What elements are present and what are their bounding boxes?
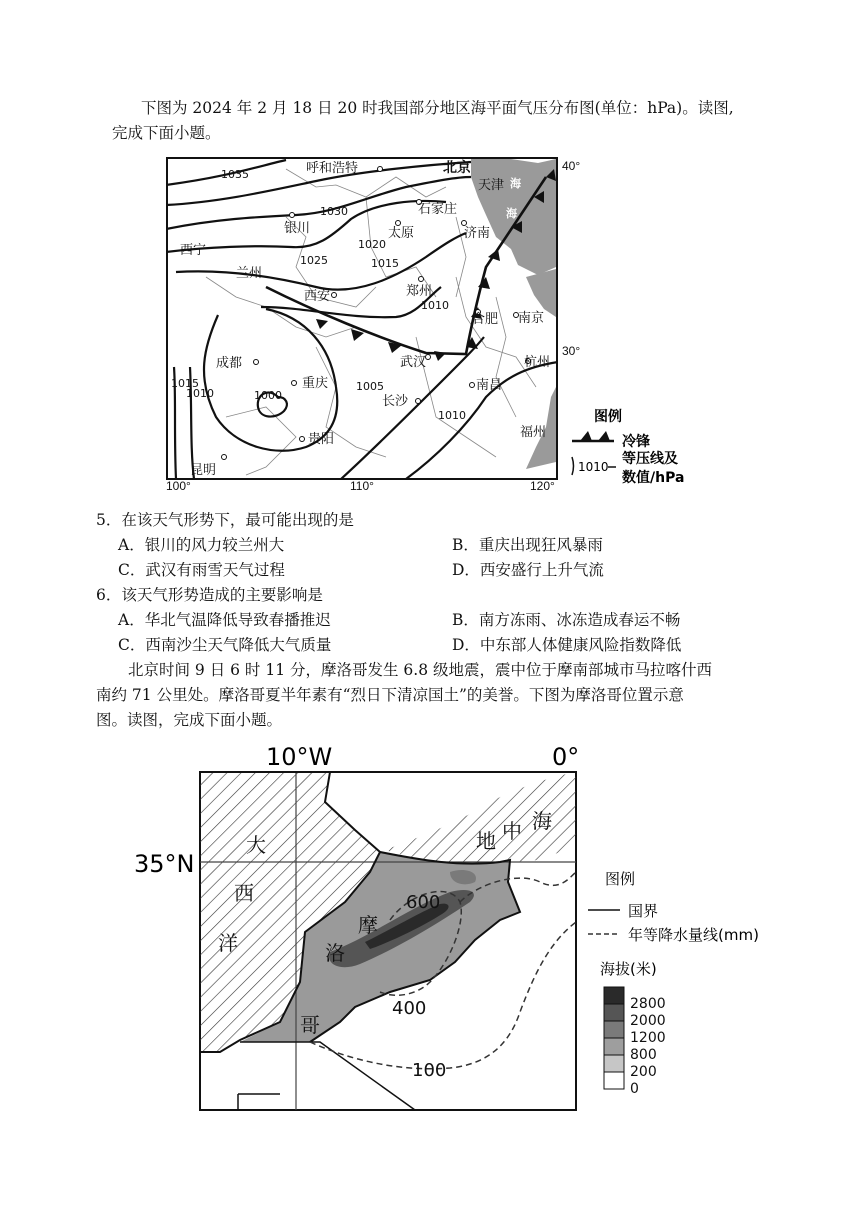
isohyet-400: 400 [392, 998, 427, 1019]
isohyet-600: 600 [406, 892, 441, 913]
ocean-label: 大 [246, 833, 266, 857]
q5-stem: 5．在该天气形势下，最可能出现的是 [96, 511, 354, 529]
legend-sample: 1010 [578, 460, 609, 474]
elev-label: 1200 [630, 1030, 666, 1046]
legend-title: 图例 [594, 409, 622, 425]
city-tianjin: 天津 [478, 178, 505, 193]
legend-cold-front: 冷锋 [622, 434, 650, 450]
city-lanzhou: 兰州 [236, 266, 263, 281]
legend-elev-title: 海拔(米) [600, 960, 657, 978]
q6-option-c[interactable]: C．西南沙尘天气降低大气质量 [118, 636, 332, 654]
q6-option-d[interactable]: D．中东部人体健康风险指数降低 [452, 636, 682, 654]
pressure-map-legend [568, 405, 718, 490]
city-changsha: 长沙 [382, 394, 409, 409]
q6-stem: 6．该天气形势造成的主要影响是 [96, 586, 323, 604]
intro2-line1: 北京时间 9 日 6 时 11 分，摩洛哥发生 6.8 级地震，震中位于摩南部城市马拉喀什西 [128, 661, 713, 679]
legend-title: 图例 [605, 870, 636, 888]
sea-label: 中 [502, 819, 522, 843]
q5-option-b[interactable]: B．重庆出现狂风暴雨 [452, 536, 603, 554]
city-zhengzhou: 郑州 [406, 284, 433, 299]
q6-option-b[interactable]: B．南方冻雨、冰冻造成春运不畅 [452, 611, 681, 629]
elev-label: 2000 [630, 1013, 666, 1029]
country-label: 洛 [325, 941, 345, 965]
city-shijiazhuang: 石家庄 [418, 202, 458, 217]
isobar-label: 1000 [254, 389, 282, 402]
country-label: 摩 [358, 913, 378, 937]
pressure-map [166, 157, 558, 480]
city-kunming: 昆明 [190, 463, 217, 478]
city-xian: 西安 [304, 289, 331, 304]
lon-10w: 10°W [266, 743, 333, 771]
city-chengdu: 成都 [216, 356, 243, 371]
city-nanchang: 南昌 [476, 378, 503, 393]
cold-front-icon [580, 431, 592, 441]
lon-0: 0° [552, 743, 580, 771]
sea-label: 海 [510, 177, 521, 190]
legend-border: 国界 [628, 902, 659, 920]
elev-label: 0 [630, 1081, 639, 1097]
lat-40: 40° [562, 159, 581, 173]
isobar-icon [572, 457, 574, 475]
ocean-label: 洋 [218, 931, 238, 955]
city-nanjing: 南京 [518, 311, 545, 326]
q5-option-d[interactable]: D．西安盛行上升气流 [452, 561, 604, 579]
lon-100: 100° [166, 479, 191, 493]
legend-isobar-unit: 数值/hPa [622, 470, 685, 486]
elev-label: 800 [630, 1047, 657, 1063]
city-fuzhou: 福州 [520, 425, 547, 440]
legend-isohyet: 年等降水量线(mm) [628, 926, 759, 944]
intro2-line2: 南约 71 公里处。摩洛哥夏半年素有“烈日下清凉国土”的美誉。下图为摩洛哥位置示意 [96, 686, 684, 704]
elev-label: 2800 [630, 996, 666, 1012]
intro1-line1: 下图为 2024 年 2 月 18 日 20 时我国部分地区海平面气压分布图(单位：hPa)。读图, [141, 99, 734, 117]
city-chongqing: 重庆 [302, 376, 329, 391]
q6-option-a[interactable]: A．华北气温降低导致春播推迟 [118, 611, 331, 629]
city-beijing: 北京 [443, 160, 471, 176]
sea-label: 地 [476, 829, 496, 853]
city-yinchuan: 银川 [284, 221, 311, 236]
morocco-map [130, 742, 770, 1112]
isobar-label: 1035 [221, 168, 249, 181]
isobar-label: 1010 [421, 299, 449, 312]
intro1-line2: 完成下面小题。 [112, 124, 221, 142]
elev-label: 200 [630, 1064, 657, 1080]
city-hefei: 合肥 [472, 312, 499, 327]
isobar-label: 1030 [320, 205, 348, 218]
lat-35n: 35°N [134, 850, 195, 878]
isobar-label: 1015 [371, 257, 399, 270]
lon-110: 110° [350, 479, 374, 493]
sea-label: 海 [506, 207, 517, 220]
isobar-label: 1010 [186, 387, 214, 400]
isobar-label: 1025 [300, 254, 328, 267]
city-xining: 西宁 [180, 243, 207, 258]
country-label: 哥 [300, 1013, 320, 1037]
q5-option-c[interactable]: C．武汉有雨雪天气过程 [118, 561, 285, 579]
q5-option-a[interactable]: A．银川的风力较兰州大 [118, 536, 285, 554]
intro2-line3: 图。读图，完成下面小题。 [96, 711, 283, 729]
city-hangzhou: 杭州 [524, 355, 551, 370]
city-guiyang: 贵阳 [308, 432, 335, 447]
isobar-label: 1010 [438, 409, 466, 422]
lon-120: 120° [530, 479, 555, 493]
isobar-label: 1020 [358, 238, 386, 251]
ocean-label: 西 [234, 881, 254, 905]
isohyet-100: 100 [412, 1060, 447, 1081]
city-jinan: 济南 [464, 226, 491, 241]
lat-30: 30° [562, 344, 581, 358]
isobar-label: 1015 [171, 377, 199, 390]
city-hohhot: 呼和浩特 [306, 161, 359, 176]
city-wuhan: 武汉 [400, 355, 427, 370]
sea-label: 海 [532, 809, 552, 833]
city-taiyuan: 太原 [388, 226, 415, 241]
legend-isobar: 等压线及 [622, 451, 678, 467]
isobar-label: 1005 [356, 380, 384, 393]
